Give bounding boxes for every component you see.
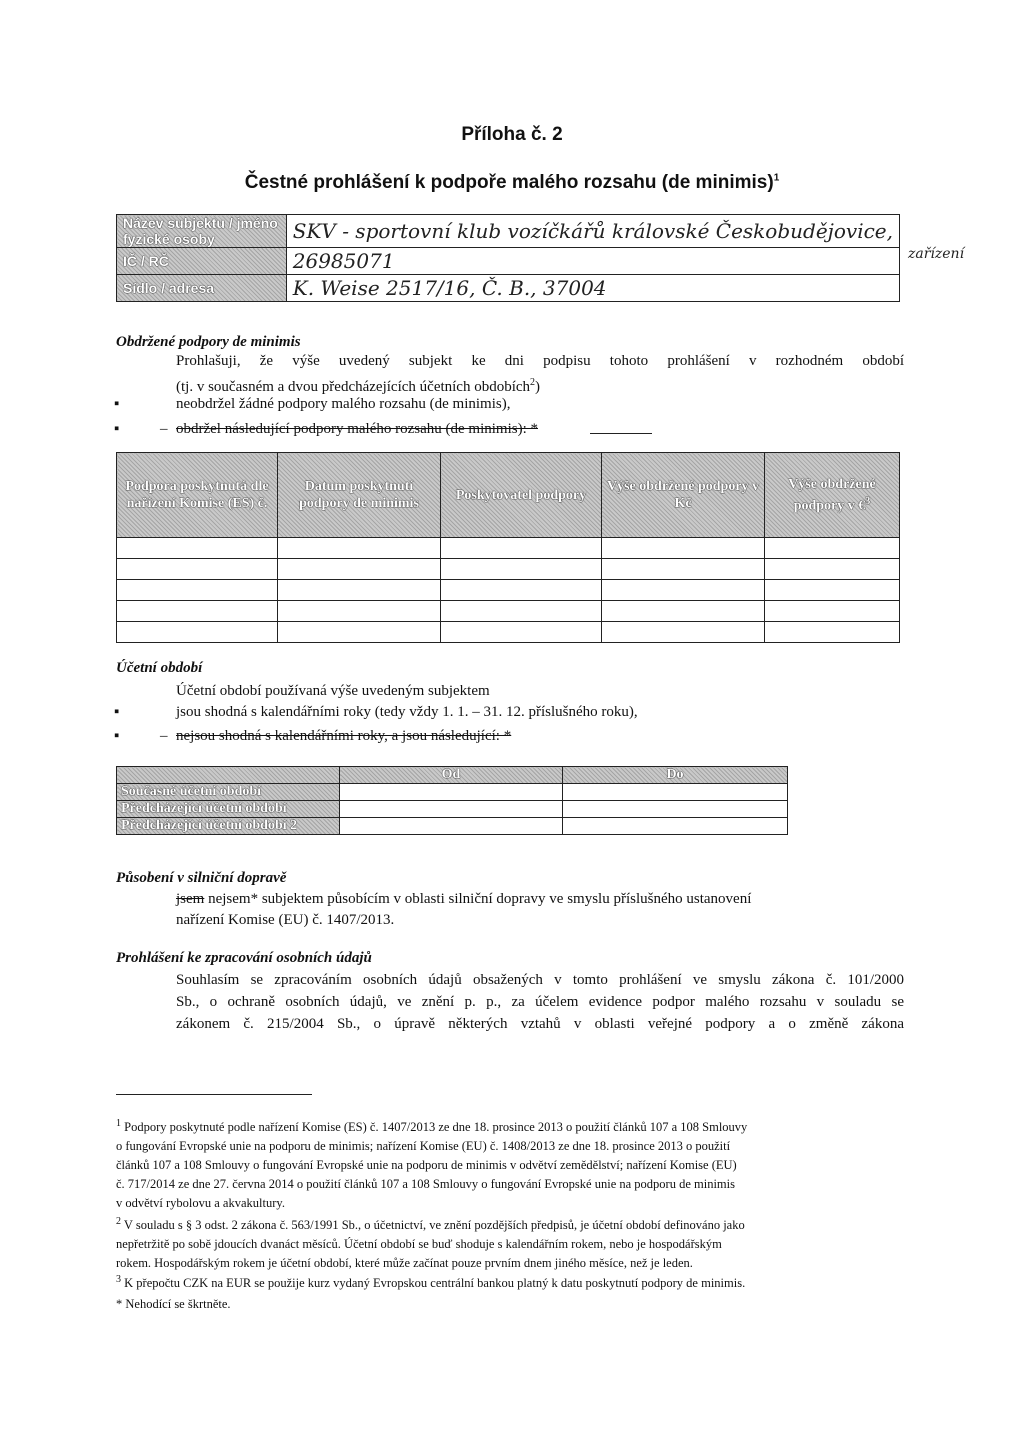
document-title bbox=[0, 172, 1024, 194]
accounting-period-table bbox=[116, 766, 788, 835]
footnote-star: * Nehodící se škrtněte. bbox=[116, 1297, 231, 1311]
ico-label: IČ / RČ bbox=[117, 248, 287, 275]
table-cell[interactable] bbox=[278, 580, 441, 601]
row-label-previous-period: Předcházející účetní období bbox=[117, 801, 340, 818]
col-header-amount-eur-text: Výše obdržené podpory v € bbox=[788, 476, 876, 514]
option-dash: – bbox=[160, 421, 168, 437]
table-cell[interactable] bbox=[278, 601, 441, 622]
margin-note: zařízení bbox=[908, 246, 965, 262]
support-table-header bbox=[117, 453, 900, 538]
table-row bbox=[117, 818, 788, 835]
subject-name-label: Název subjektu / jméno fyzické osoby bbox=[117, 215, 287, 248]
table-row bbox=[117, 248, 900, 275]
table-cell[interactable] bbox=[117, 580, 278, 601]
table-cell bbox=[117, 767, 340, 784]
option-dash: – bbox=[160, 728, 168, 744]
table-row bbox=[117, 622, 900, 643]
footnote-1-line: č. 717/2014 ze dne 27. června 2014 o použití článků 107 a 108 Smlouvy o fungování Evropské unie na podporu de minimis bbox=[116, 1177, 735, 1192]
table-cell[interactable] bbox=[602, 601, 765, 622]
table-cell[interactable] bbox=[765, 559, 900, 580]
table-row bbox=[117, 275, 900, 302]
option-received-support[interactable]: obdržel následující podpory malého rozsahu (de minimis): * bbox=[176, 421, 538, 437]
footnote-2 bbox=[116, 1212, 906, 1273]
table-row bbox=[117, 801, 788, 818]
road-transport-text-line2: nařízení Komise (EU) č. 1407/2013. bbox=[176, 912, 395, 928]
bullet-icon: ▪ bbox=[114, 396, 120, 412]
table-cell[interactable] bbox=[278, 559, 441, 580]
attachment-label: Příloha č. 2 bbox=[461, 124, 563, 145]
table-row bbox=[117, 767, 788, 784]
table-row bbox=[117, 580, 900, 601]
received-support-text-line2-end: ) bbox=[535, 379, 541, 395]
option-calendar-years[interactable]: jsou shodná s kalendářními roky (tedy vždy 1. 1. – 31. 12. příslušného roku), bbox=[176, 704, 638, 720]
table-cell[interactable] bbox=[117, 538, 278, 559]
address-handwritten: K. Weise 2517/16, Č. B., 37004 bbox=[292, 276, 607, 300]
table-cell[interactable] bbox=[602, 580, 765, 601]
subject-name-value[interactable] bbox=[286, 215, 899, 248]
col-header-provider: Poskytovatel podpory bbox=[441, 453, 602, 538]
table-cell[interactable] bbox=[441, 559, 602, 580]
footnote-ref-3: 3 bbox=[865, 495, 871, 507]
table-cell[interactable] bbox=[602, 559, 765, 580]
footnote-3-text: K přepočtu CZK na EUR se použije kurz vydaný Evropskou centrální bankou platný k datu poskytnutí podpory de minimis. bbox=[124, 1276, 746, 1291]
table-row bbox=[117, 215, 900, 248]
support-table bbox=[116, 452, 900, 643]
accounting-period-heading: Účetní období bbox=[116, 660, 203, 676]
title-footnote-ref: 1 bbox=[773, 172, 780, 184]
personal-data-heading: Prohlášení ke zpracování osobních údajů bbox=[116, 950, 372, 966]
footnote-1-text: Podpory poskytnuté podle nařízení Komise (ES) č. 1407/2013 ze dne 18. prosince 2013 o použití článků 107 a 108 Smlouvy bbox=[124, 1120, 748, 1135]
table-cell[interactable] bbox=[602, 622, 765, 643]
table-cell[interactable] bbox=[340, 818, 563, 835]
fill-line bbox=[590, 433, 652, 434]
row-label-previous-period-2: Předcházející účetní období 2 bbox=[117, 818, 340, 835]
bullet-icon: ▪ bbox=[114, 728, 120, 744]
identification-table bbox=[116, 214, 900, 302]
table-cell[interactable] bbox=[278, 538, 441, 559]
table-row bbox=[117, 538, 900, 559]
col-header-date: Datum poskytnutí podpory de minimis bbox=[278, 453, 441, 538]
table-cell[interactable] bbox=[117, 622, 278, 643]
received-support-heading: Obdržené podpory de minimis bbox=[116, 334, 301, 350]
footnote-2-line: rokem. Hospodářským rokem je účetní období, které může začínat pouze prvním dnem jiného měsíce, než je leden. bbox=[116, 1256, 693, 1271]
footnote-1-line: o fungování Evropské unie na podporu de minimis; nařízení Komise (EU) č. 1408/2013 ze dne 18. prosince 2013 o použití bbox=[116, 1139, 731, 1154]
personal-data-line1: Souhlasím se zpracováním osobních údajů obsažených v tomto prohlášení ve smyslu zákona č. 101/2000 bbox=[176, 972, 904, 988]
received-support-text-line1: Prohlašuji, že výše uvedený subjekt ke dni podpisu tohoto prohlášení v rozhodném období bbox=[176, 353, 904, 369]
footnote-3: $^3$ K přepočtu CZK na EUR se použije kurz vydaný Evropskou centrální bankou platný k datu poskytnutí podpory de minimis. bbox=[116, 1274, 746, 1291]
table-cell[interactable] bbox=[602, 538, 765, 559]
table-cell[interactable] bbox=[340, 801, 563, 818]
ico-handwritten: 26985071 bbox=[292, 249, 395, 273]
footnote-2-line: nepřetržitě po sobě jdoucích dvanáct měsíců. Účetní období se buď shoduje s kalendářním rokem, nebo je hospodářským bbox=[116, 1237, 722, 1252]
table-cell[interactable] bbox=[278, 622, 441, 643]
bullet-icon: ▪ bbox=[114, 704, 120, 720]
col-header-amount-czk: Výše obdržené podpory v Kč bbox=[602, 453, 765, 538]
road-transport-heading: Působení v silniční dopravě bbox=[116, 870, 287, 886]
col-header-regulation: Podpora poskytnutá dle nařízení Komise (ES) č. bbox=[117, 453, 278, 538]
table-cell[interactable] bbox=[765, 622, 900, 643]
address-label: Sídlo / adresa bbox=[117, 275, 287, 302]
table-cell[interactable] bbox=[441, 580, 602, 601]
col-header-amount-eur bbox=[765, 453, 900, 538]
footnote-ref-2: 2 bbox=[530, 377, 536, 388]
footnote-2-text: V souladu s § 3 odst. 2 zákona č. 563/1991 Sb., o účetnictví, ve znění pozdějších předpisů, je účetní období definováno jako bbox=[123, 1218, 745, 1233]
footnote-1-line: $^1$ Podpory poskytnuté podle nařízení Komise (ES) č. 1407/2013 ze dne 18. prosince 2013 o použití článků 107 a 108 Smlouvy bbox=[116, 1118, 748, 1135]
bullet-icon: ▪ bbox=[114, 421, 120, 437]
table-cell[interactable] bbox=[340, 784, 563, 801]
personal-data-line3: zákonem č. 215/2004 Sb., o úpravě některých vztahů v oblasti veřejné podpory a o změně zákona bbox=[176, 1016, 904, 1032]
footnote-2-line: $^2$ V souladu s § 3 odst. 2 zákona č. 563/1991 Sb., o účetnictví, ve znění pozdějších předpisů, je účetní období definováno jako bbox=[116, 1216, 745, 1233]
address-value[interactable] bbox=[286, 275, 899, 302]
ico-value[interactable] bbox=[286, 248, 899, 275]
road-transport-text: nejsem* subjektem působícím v oblasti silniční dopravy ve smyslu příslušného ustanovení bbox=[208, 891, 752, 907]
table-row bbox=[117, 601, 900, 622]
table-cell[interactable] bbox=[563, 818, 788, 835]
table-cell[interactable] bbox=[563, 784, 788, 801]
table-cell[interactable] bbox=[441, 538, 602, 559]
personal-data-line2: Sb., o ochraně osobních údajů, ve znění p. p., za účelem evidence podpor malého rozsahu v souladu se bbox=[176, 994, 904, 1010]
footnote-1 bbox=[116, 1114, 906, 1213]
table-row bbox=[117, 784, 788, 801]
row-label-current-period: Současné účetní období bbox=[117, 784, 340, 801]
option-no-support[interactable]: neobdržel žádné podpory malého rozsahu (de minimis), bbox=[176, 396, 511, 412]
footnote-divider bbox=[116, 1094, 312, 1095]
col-header-from: Od bbox=[340, 767, 563, 784]
received-support-text-line2 bbox=[176, 373, 540, 397]
footnote-1-line: v odvětví rybolovu a akvakultury. bbox=[116, 1196, 285, 1211]
footnote-1-line: článků 107 a 108 Smlouvy o fungování Evropské unie na podporu de minimis v odvětví zemědělství; nařízení Komise (EU) bbox=[116, 1158, 737, 1173]
table-cell[interactable] bbox=[765, 538, 900, 559]
accounting-period-text: Účetní období používaná výše uvedeným subjektem bbox=[176, 683, 490, 699]
subject-name-handwritten: SKV - sportovní klub vozíčkářů královské Českobudějovice, bbox=[292, 219, 893, 243]
table-cell[interactable] bbox=[765, 580, 900, 601]
table-cell[interactable] bbox=[117, 601, 278, 622]
table-cell[interactable] bbox=[117, 559, 278, 580]
col-header-to: Do bbox=[563, 767, 788, 784]
road-transport-text-line1 bbox=[176, 889, 904, 909]
received-support-text-line2-main: (tj. v současném a dvou předcházejících účetních obdobích bbox=[176, 379, 531, 395]
table-cell[interactable] bbox=[441, 601, 602, 622]
table-cell[interactable] bbox=[765, 601, 900, 622]
document-title-text: Čestné prohlášení k podpoře malého rozsahu (de minimis) bbox=[244, 172, 774, 193]
road-transport-struck-option[interactable]: jsem bbox=[176, 891, 205, 907]
table-cell[interactable] bbox=[441, 622, 602, 643]
table-cell[interactable] bbox=[563, 801, 788, 818]
option-not-calendar-years[interactable]: nejsou shodná s kalendářními roky, a jsou následující: * bbox=[176, 728, 512, 744]
table-row bbox=[117, 559, 900, 580]
